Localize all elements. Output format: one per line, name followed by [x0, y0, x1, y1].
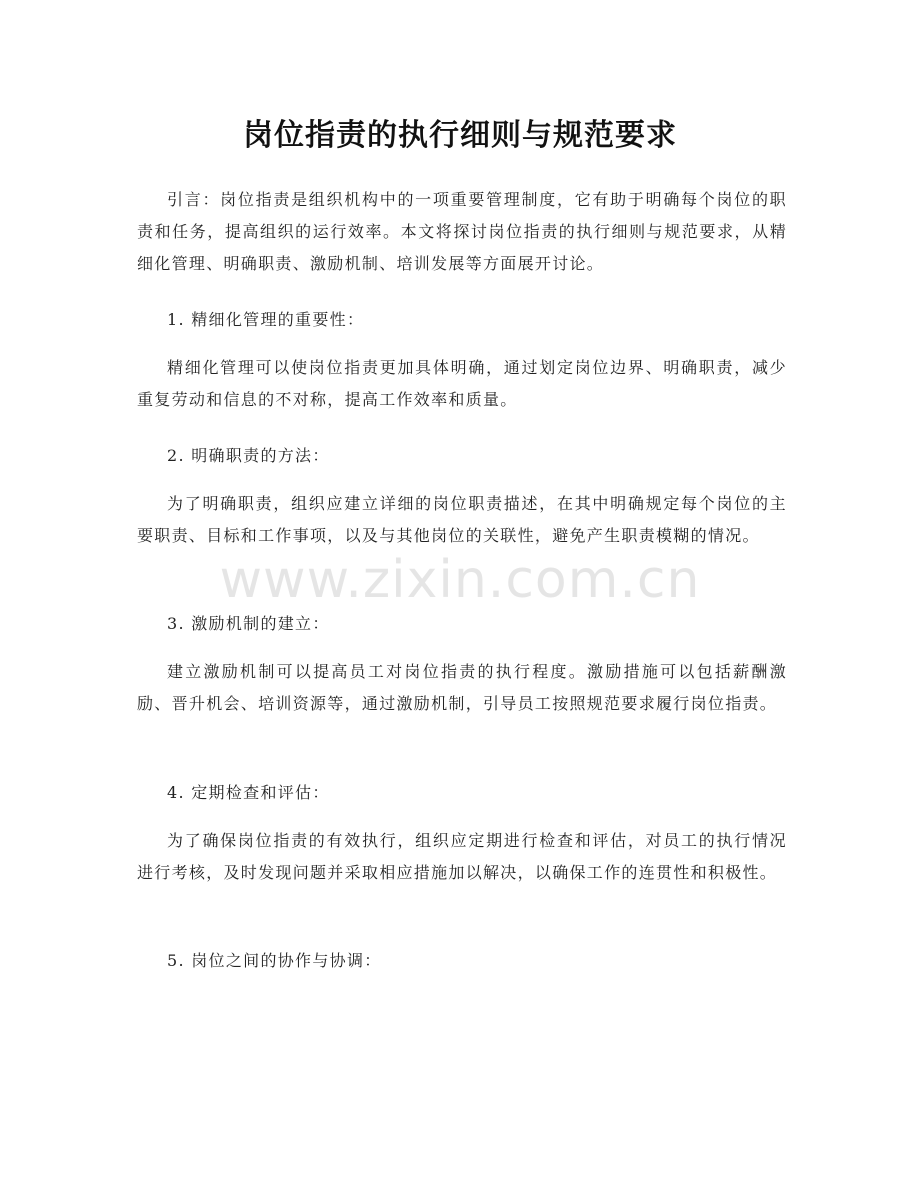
section-heading-5: 5. 岗位之间的协作与协调：: [167, 951, 382, 970]
section-heading-4: 4. 定期检查和评估：: [167, 783, 330, 802]
section-body-1: 精细化管理可以使岗位指责更加具体明确，通过划定岗位边界、明确职责，减少重复劳动和信息的不对称，提高工作效率和质量。: [137, 358, 787, 409]
section-body-4: 为了确保岗位指责的有效执行，组织应定期进行检查和评估，对员工的执行情况进行考核，及时发现问题并采取相应措施加以解决，以确保工作的连贯性和积极性。: [137, 831, 787, 882]
section-heading-2: 2. 明确职责的方法：: [167, 446, 330, 465]
section-heading-1: 1. 精细化管理的重要性：: [167, 310, 365, 329]
page-title: 岗位指责的执行细则与规范要求: [243, 118, 677, 153]
intro-paragraph: 引言：岗位指责是组织机构中的一项重要管理制度，它有助于明确每个岗位的职责和任务，提高组织的运行效率。本文将探讨岗位指责的执行细则与规范要求，从精细化管理、明确职责、激励机制、培训发展等方面展开讨论。: [137, 190, 787, 273]
section-body-2: 为了明确职责，组织应建立详细的岗位职责描述，在其中明确规定每个岗位的主要职责、目标和工作事项，以及与其他岗位的关联性，避免产生职责模糊的情况。: [137, 494, 787, 545]
section-heading-3: 3. 激励机制的建立：: [167, 614, 330, 633]
section-body-3: 建立激励机制可以提高员工对岗位指责的执行程度。激励措施可以包括薪酬激励、晋升机会、培训资源等，通过激励机制，引导员工按照规范要求履行岗位指责。: [137, 662, 787, 713]
watermark: www.zixin.com.cn: [219, 550, 701, 610]
